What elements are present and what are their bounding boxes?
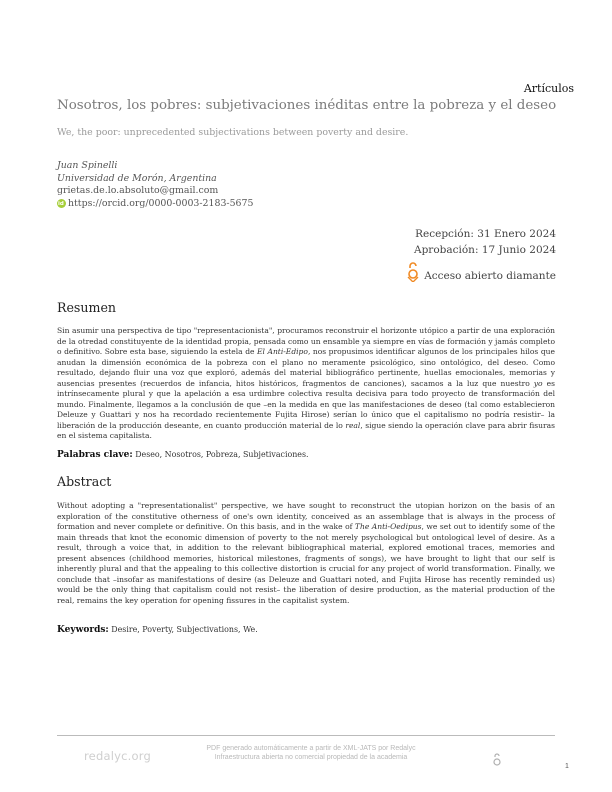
keywords-es bbox=[57, 450, 555, 460]
resumen-paragraph bbox=[57, 326, 555, 442]
footer-open-access-icon bbox=[492, 752, 502, 771]
abstract-paragraph bbox=[57, 501, 555, 606]
italic-term: The Anti-Oedipus bbox=[354, 522, 422, 531]
footer-generator-text bbox=[150, 744, 472, 762]
keywords-en-list: Desire, Poverty, Subjectivations, We. bbox=[111, 625, 258, 634]
orcid-link[interactable]: https://orcid.org/0000-0003-2183-5675 bbox=[68, 197, 254, 209]
footer-line-2: Infraestructura abierta no comercial propiedad de la academia bbox=[214, 754, 408, 761]
author-affiliation: Universidad de Morón, Argentina bbox=[57, 172, 217, 184]
author-name: Juan Spinelli bbox=[57, 160, 118, 171]
orcid-line[interactable] bbox=[57, 198, 253, 211]
approved-date: Aprobación: 17 Junio 2024 bbox=[414, 244, 556, 256]
italic-term: El Anti-Edipo bbox=[257, 347, 308, 356]
paragraph-text: , we set out to identify some of the main threads that knot the economic dimension of poverty to the not merely psychological but ontological level of desire. As a result, through a voice that, in addition to the relevant bibliographical material, explored emotional traces, memories and present absences (childhood memories, historical milestones, fragments of songs), we have brought to light that our self is inherently plural and that the appealing to this collective distortion is crucial for any project of world transformation. Finally, we conclude that –insofar as manifestations of desire (as Deleuze and Guattari noted, and Fujita Hirose has recently reminded us) would be the only thing that capitalism could not resist– the liberation of desire production, as the material production of the real, remains the key operation for opening fissures in the capitalist system. bbox=[57, 522, 555, 605]
keywords-es-list: Deseo, Nosotros, Pobreza, Subjetivaciones. bbox=[135, 450, 309, 459]
page-number: 1 bbox=[565, 763, 569, 770]
author-block bbox=[57, 160, 253, 210]
redalyc-logo: redalyc.org bbox=[84, 749, 151, 763]
open-access-badge bbox=[406, 262, 556, 282]
footer-divider bbox=[57, 735, 555, 736]
open-access-label: Acceso abierto diamante bbox=[424, 270, 556, 282]
resumen-heading: Resumen bbox=[57, 300, 117, 315]
abstract-heading: Abstract bbox=[57, 474, 112, 489]
paragraph-text: , sigue siendo la operación clave para abrir fisuras en el sistema capitalista. bbox=[57, 420, 555, 440]
italic-term: real bbox=[345, 420, 361, 430]
open-access-icon bbox=[406, 262, 420, 282]
keywords-en-label: Keywords: bbox=[57, 625, 109, 635]
received-date: Recepción: 31 Enero 2024 bbox=[415, 228, 556, 240]
dates-block bbox=[414, 226, 556, 258]
paragraph-text: Sin asumir una perspectiva de tipo "representacionista", procuramos reconstruir el horizonte utópico a partir de una exploración de la otredad constituyente de la identidad propia, pensada como un ensamble ya siempre en vías de formación y jamás completo o definitivo. Sobre esta base, siguiendo la estela de bbox=[57, 326, 555, 356]
paragraph-text: , nos propusimos identificar algunos de los principales hilos que anudan la dimensión económica de la pobreza con el plano no meramente psicológico, sino ontológico, del deseo. Como resultado, dejando fluir una voz que exploró, además del material bibliográfico pertinente, huellas emocionales, memorias y ausencias presentes (recuerdos de infancia, hitos históricos, fragmentos de canciones), sacamos a la luz que nuestro bbox=[57, 347, 555, 388]
paragraph-text: es intrínsecamente plural y que la apelación a esa urdimbre colectiva resulta decisiva para todo proyecto de transformación del mundo. Finalmente, llegamos a la conclusión de que –en la medida en que las manifestaciones de deseo (tal como establecieron Deleuze y Guattari y nos ha recordado recientemente Fujita Hirose) serían lo único que el capitalismo no podría resistir– la liberación de la producción deseante, en cuanto producción material de lo bbox=[57, 378, 555, 430]
section-label: Artículos bbox=[523, 82, 574, 95]
keywords-en bbox=[57, 625, 555, 635]
author-email[interactable]: grietas.de.lo.absoluto@gmail.com bbox=[57, 185, 219, 196]
italic-term: yo bbox=[533, 378, 543, 388]
orcid-icon bbox=[57, 199, 66, 208]
paragraph-text: Without adopting a "representationalist" perspective, we have sought to reconstruct the utopian horizon on the basis of an exploration of the constitutive otherness of one's own identity, conceived as an assemblage that is always in the process of formation and never complete or definitive. On this basis, and in the wake of bbox=[57, 501, 555, 531]
footer-line-1: PDF generado automáticamente a partir de XML-JATS por Redalyc bbox=[206, 745, 416, 752]
article-subtitle: We, the poor: unprecedented subjectivations between poverty and desire. bbox=[57, 127, 409, 138]
keywords-es-label: Palabras clave: bbox=[57, 450, 133, 460]
article-title: Nosotros, los pobres: subjetivaciones inéditas entre la pobreza y el deseo bbox=[57, 98, 557, 113]
